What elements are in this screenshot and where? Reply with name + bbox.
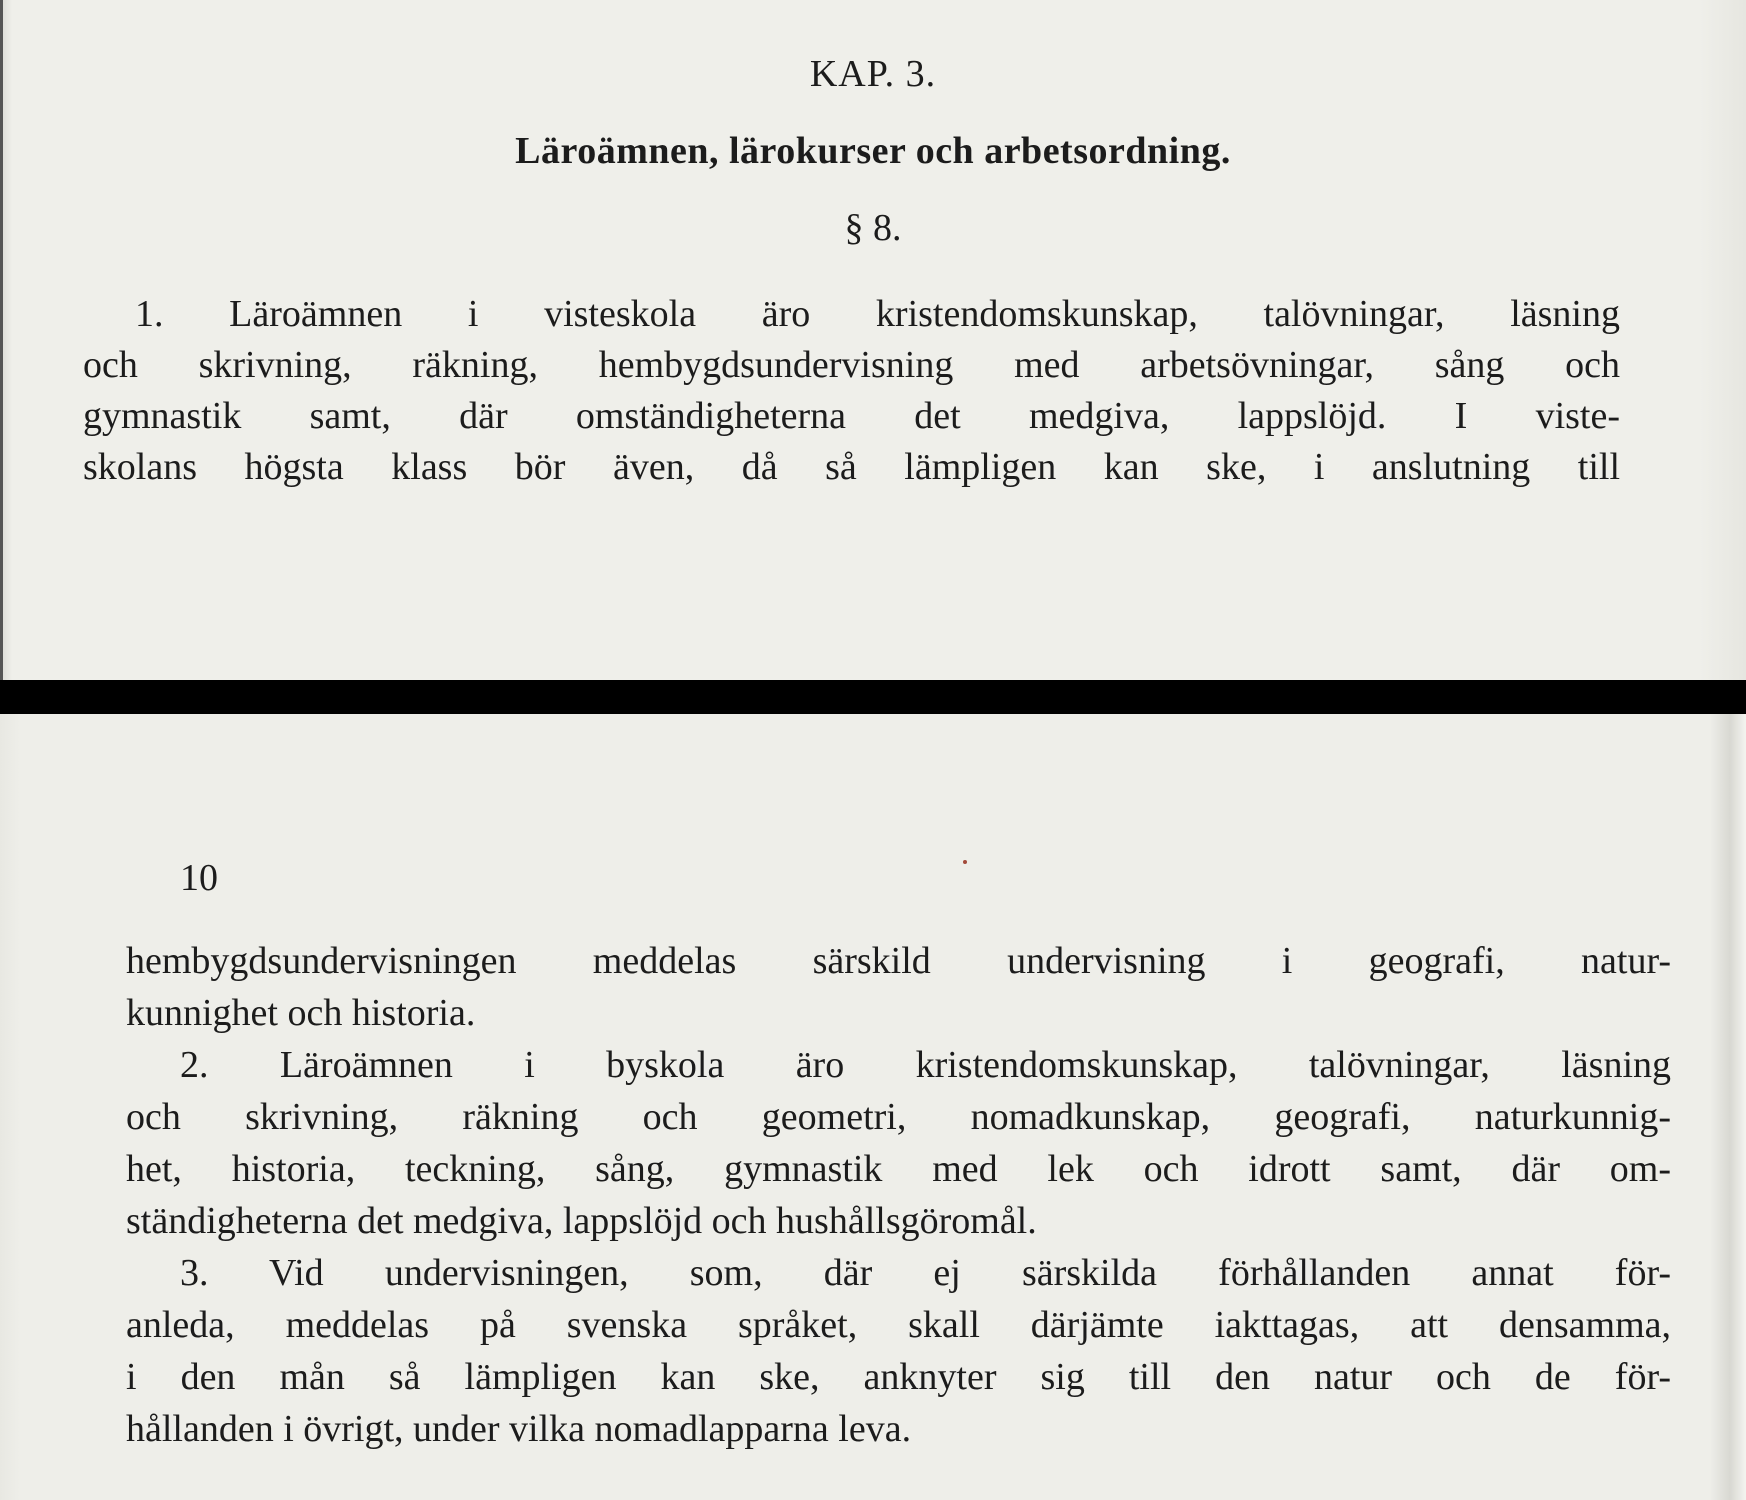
text-line: 1. Läroämnen i visteskola äro kristendomskunskap, talövningar, läsning: [135, 293, 1620, 335]
top-page-scan: [0, 0, 1746, 680]
section-heading: § 8.: [844, 207, 902, 249]
text-line: het, historia, teckning, sång, gymnastik med lek och idrott samt, där om-: [126, 1148, 1671, 1190]
text-line: 3. Vid undervisningen, som, där ej särskilda förhållanden annat för-: [180, 1252, 1671, 1294]
text-line: gymnastik samt, där omständigheterna det medgiva, lappslöjd. I viste-: [83, 395, 1620, 437]
text-line: hållanden i övrigt, under vilka nomadlapparna leva.: [126, 1408, 912, 1450]
text-line: 2. Läroämnen i byskola äro kristendomskunskap, talövningar, läsning: [180, 1044, 1671, 1086]
bottom-page-scan: [0, 714, 1746, 1500]
text-line: anleda, meddelas på svenska språket, skall därjämte iakttagas, att densamma,: [126, 1304, 1671, 1346]
text-line: hembygdsundervisningen meddelas särskild undervisning i geografi, natur-: [126, 940, 1671, 982]
page-number: 10: [180, 857, 218, 899]
text-line: i den mån så lämpligen kan ske, anknyter sig till den natur och de för-: [126, 1356, 1671, 1398]
text-line: skolans högsta klass bör även, då så lämpligen kan ske, i anslutning till: [83, 446, 1620, 488]
text-line: ständigheterna det medgiva, lappslöjd och hushållsgöromål.: [126, 1200, 1037, 1242]
page-edge: [0, 0, 3, 680]
text-line: kunnighet och historia.: [126, 992, 476, 1034]
chapter-heading: KAP. 3.: [809, 53, 937, 95]
text-line: och skrivning, räkning och geometri, nomadkunskap, geografi, naturkunnig-: [126, 1096, 1671, 1138]
text-line: och skrivning, räkning, hembygdsundervisning med arbetsövningar, sång och: [83, 344, 1620, 386]
chapter-title: Läroämnen, lärokurser och arbetsordning.: [515, 130, 1231, 172]
ink-speck: [963, 860, 967, 864]
